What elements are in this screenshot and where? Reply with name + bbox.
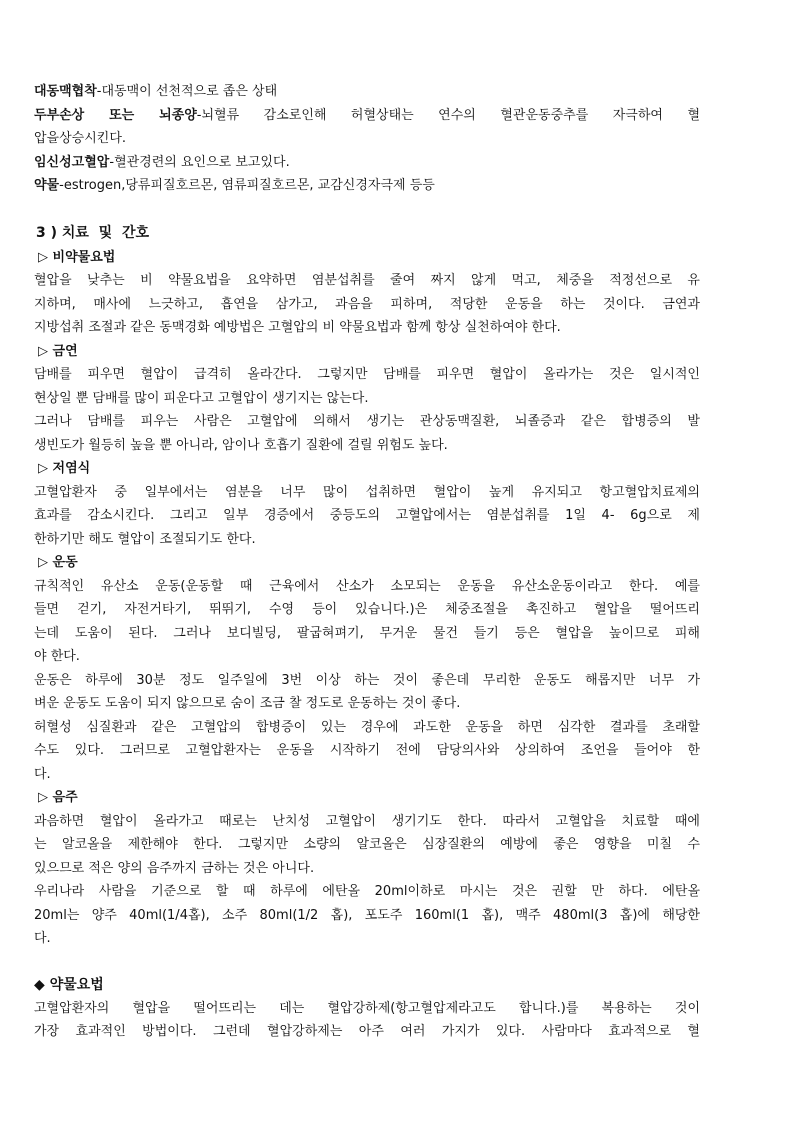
- subheading-exercise: ▷ 운동: [38, 555, 78, 570]
- paragraph-line: 생빈도가 월등히 높을 뿐 아니라, 암이나 호흡기 질환에 걸릴 위험도 높다.: [34, 437, 448, 453]
- cause-drugs: [34, 174, 700, 198]
- paragraph-line: 지하며, 매사에 느긋하고, 흡연을 삼가고, 과음을 피하며, 적당한 운동을 하는 것이다. 금연과: [34, 296, 700, 312]
- cause-separator: -: [96, 84, 102, 99]
- paragraph-line: 수도 있다. 그러므로 고혈압환자는 운동을 시작하기 전에 담당의사와 상의하여 조언을 들어야 한: [34, 743, 700, 758]
- section-title-treatment: 3 ) 치료 및 간호: [36, 224, 150, 241]
- cause-separator: -: [109, 154, 115, 170]
- cause-term: 두부손상 또는 뇌종양: [34, 107, 197, 123]
- cause-aortic-coarctation: [34, 80, 700, 104]
- paragraph-line: 현상일 뿐 담배를 많이 피운다고 고혈압이 생기지는 않는다.: [34, 390, 369, 406]
- subheading-alcohol: ▷ 음주: [38, 790, 78, 805]
- paragraph-line: 허혈성 심질환과 같은 고혈압의 합병증이 있는 경우에 과도한 운동을 하면 심각한 결과를 초래할: [34, 719, 700, 735]
- paragraph-line: 우리나라 사람을 기준으로 할 때 하루에 에탄올 20ml이하로 마시는 것은 권할 만 하다. 에탄올: [34, 884, 700, 899]
- cause-desc: 혈관경련의 요인으로 보고있다.: [114, 154, 290, 170]
- document-page: [34, 80, 700, 1044]
- paragraph-line: 고혈압환자 중 일부에서는 염분을 너무 많이 섭취하면 혈압이 높게 유지되고 항고혈압치료제의: [34, 484, 700, 500]
- paragraph-line: 20ml는 양주 40ml(1/4홉), 소주 80ml(1/2 홉), 포도주 160ml(1 홉), 맥주 480ml(3 홉)에 해당한: [34, 907, 700, 923]
- cause-term: 약물: [34, 178, 60, 193]
- paragraph-line: 다.: [34, 766, 51, 782]
- heading-pharmacotherapy: ◆ 약물요법: [34, 976, 104, 993]
- subheading-lowsalt: ▷ 저염식: [38, 461, 91, 476]
- paragraph-line: 는데 도움이 된다. 그러나 보디빌딩, 팔굽혀펴기, 무거운 물건 들기 등은 혈압을 높이므로 피해: [34, 625, 700, 641]
- paragraph-line: 한하기만 해도 혈압이 조절되기도 한다.: [34, 531, 256, 547]
- paragraph-line: 운동은 하루에 30분 정도 일주일에 3번 이상 하는 것이 좋은데 무리한 운동도 해롭지만 너무 가: [34, 672, 700, 688]
- paragraph-line: 고혈압환자의 혈압을 떨어뜨리는 데는 혈압강하제(항고혈압제라고도 합니다.)를 복용하는 것이: [34, 1000, 700, 1016]
- spacer: [34, 951, 700, 973]
- cause-desc: estrogen,당류피질호르몬, 염류피질호르몬, 교감신경자극제 등등: [63, 178, 435, 193]
- paragraph-line: 는 알코올을 제한해야 한다. 그렇지만 소량의 알코올은 심장질환의 예방에 좋은 영향을 미칠 수: [34, 837, 700, 852]
- paragraph-line: 과음하면 혈압이 올라가고 때로는 난치성 고혈압이 생기기도 한다. 따라서 고혈압을 치료할 때에: [34, 813, 700, 829]
- cause-separator: -: [59, 178, 64, 193]
- cause-head-injury-cont: 압을상승시킨다.: [34, 131, 127, 146]
- cause-term: 임신성고혈압: [34, 154, 110, 170]
- paragraph-line: 가장 효과적인 방법이다. 그런데 혈압강하제는 아주 여러 가지가 있다. 사람마다 효과적으로 혈: [34, 1024, 700, 1039]
- paragraph-line: 담배를 피우면 혈압이 급격히 올라간다. 그렇지만 담배를 피우면 혈압이 올라가는 것은 일시적인: [34, 367, 700, 382]
- paragraph-line: 다.: [34, 931, 51, 946]
- paragraph-line: 들면 걷기, 자전거타기, 뛰뛰기, 수영 등이 있습니다.)은 체중조절을 촉진하고 혈압을 떨어뜨리: [34, 602, 700, 617]
- cause-pregnancy-hypertension: [34, 151, 700, 175]
- paragraph-line: 벼운 운동도 도움이 되지 않으므로 숨이 조금 찰 정도로 운동하는 것이 좋다.: [34, 696, 461, 711]
- paragraph-line: 그러나 담배를 피우는 사람은 고혈압에 의해서 생기는 관상동맥질환, 뇌졸증과 같은 합병증의 발: [34, 414, 700, 429]
- cause-desc: 대동맥이 선천적으로 좁은 상태: [101, 84, 278, 99]
- cause-desc: 뇌혈류 감소로인해 허혈상태는 연수의 혈관운동중추를 자극하여 혈: [201, 107, 701, 123]
- paragraph-line: 지방섭취 조절과 같은 동맥경화 예방법은 고혈압의 비 약물요법과 함께 항상 실천하여야 한다.: [34, 320, 561, 335]
- paragraph-line: 있으므로 적은 양의 음주까지 금하는 것은 아니다.: [34, 860, 315, 876]
- paragraph-line: 규칙적인 유산소 운동(운동할 때 근육에서 산소가 소모되는 운동을 유산소운동이라고 한다. 예를: [34, 578, 700, 594]
- cause-term: 대동맥협착: [34, 84, 97, 99]
- subheading-nonpharm: ▷ 비약물요법: [38, 249, 116, 265]
- cause-head-injury: [34, 104, 700, 128]
- cause-separator: -: [196, 107, 202, 123]
- spacer: [34, 198, 700, 220]
- paragraph-line: 야 한다.: [34, 649, 80, 664]
- subheading-smoking: ▷ 금연: [38, 343, 78, 359]
- paragraph-line: 효과를 감소시킨다. 그리고 일부 경증에서 중등도의 고혈압에서는 염분섭취를 1일 4- 6g으로 제: [34, 508, 700, 523]
- paragraph-line: 혈압을 낮추는 비 약물요법을 요약하면 염분섭취를 줄여 짜지 않게 먹고, 체중을 적정선으로 유: [34, 273, 700, 288]
